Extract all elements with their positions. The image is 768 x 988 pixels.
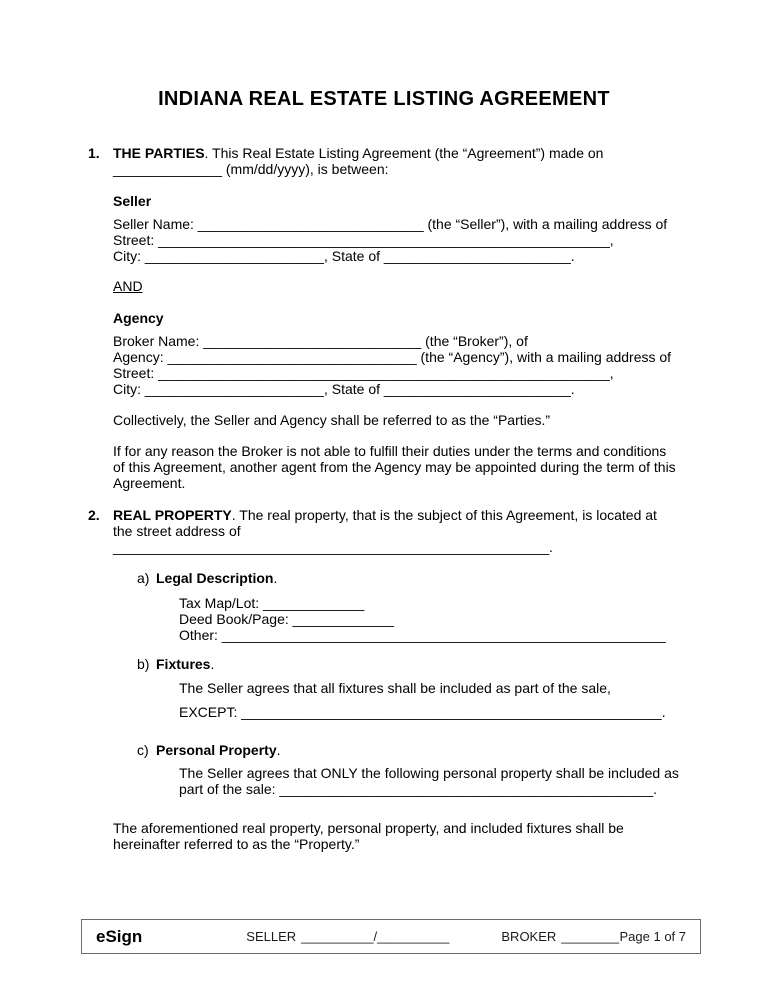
- document-title: INDIANA REAL ESTATE LISTING AGREEMENT: [158, 88, 610, 110]
- footer-seller-label: SELLER: [246, 929, 297, 944]
- seller-heading: Seller: [113, 193, 152, 209]
- personal-property-heading-line: [156, 742, 680, 758]
- personal-property-period: .: [276, 742, 281, 758]
- seller-city-line: City: _______________________, State of ________________________.: [113, 248, 575, 264]
- legal-description-body: [179, 595, 680, 643]
- legal-description-heading-line: [156, 570, 680, 586]
- esign-logo: eSign: [96, 927, 143, 946]
- agency-city-line: City: _______________________, State of ________________________.: [113, 381, 575, 397]
- footer-broker-initials: [501, 929, 619, 944]
- section-2-number: 2.: [88, 507, 100, 523]
- fixtures-text: The Seller agrees that all fixtures shall be included as part of the sale,: [179, 680, 611, 696]
- and-connector-block: [113, 278, 680, 294]
- personal-property-letter: c): [137, 742, 149, 758]
- and-connector: AND: [113, 278, 143, 294]
- footer-page-number: Page 1 of 7: [619, 929, 686, 944]
- fixtures-heading-row: [137, 656, 680, 672]
- section-1-intro: [113, 145, 680, 177]
- fixtures-except-line: EXCEPT: ______________________________________________________.: [179, 704, 666, 720]
- collective-note: Collectively, the Seller and Agency shall be referred to as the “Parties.”: [113, 412, 551, 428]
- agency-name-line: Agency: ________________________________ (the “Agency”), with a mailing address of: [113, 349, 672, 365]
- section-2-heading: REAL PROPERTY: [113, 507, 232, 523]
- closing-note-block: [113, 820, 680, 852]
- fixtures-heading: Fixtures: [156, 656, 211, 672]
- section-2-real-property: [88, 507, 680, 555]
- agency-heading: Agency: [113, 310, 164, 326]
- personal-property-heading: Personal Property: [156, 742, 277, 758]
- section-1-number: 1.: [88, 145, 100, 161]
- fixtures-letter: b): [137, 656, 150, 672]
- personal-property-heading-row: [137, 742, 680, 758]
- broker-name-line: Broker Name: ____________________________ (the “Broker”), of: [113, 333, 528, 349]
- other-line: Other: _________________________________________________________: [179, 627, 666, 643]
- legal-description-heading-row: [137, 570, 680, 586]
- fixtures-body: [179, 680, 680, 720]
- tax-map-lot-line: Tax Map/Lot: _____________: [179, 595, 365, 611]
- seller-street-line: Street: __________________________________________________________,: [113, 232, 614, 248]
- footer-seller-blank: __________/__________: [301, 929, 450, 944]
- section-1-intro-text: . This Real Estate Listing Agreement (the “Agreement”) made on ______________ (mm/dd/yyyy), is between:: [113, 145, 604, 177]
- legal-description-period: .: [273, 570, 278, 586]
- section-1-the-parties: [88, 145, 680, 177]
- footer-broker-blank: ________: [561, 929, 620, 944]
- seller-name-line: Seller Name: _____________________________ (the “Seller”), with a mailing address of: [113, 216, 668, 232]
- agency-street-line: Street: __________________________________________________________,: [113, 365, 614, 381]
- agency-block: [113, 310, 680, 397]
- legal-description-letter: a): [137, 570, 150, 586]
- section-2-intro-text: . The real property, that is the subject of this Agreement, is located at the street address of ________________________________________________________.: [113, 507, 657, 555]
- closing-note: The aforementioned real property, personal property, and included fixtures shall be hereinafter referred to as the “Property.”: [113, 820, 624, 852]
- substitution-note: If for any reason the Broker is not able to fulfill their duties under the terms and conditions of this Agreement, another agent from the Agency may be appointed during the term of this Agreement.: [113, 443, 676, 491]
- fixtures-period: .: [210, 656, 215, 672]
- page-footer: [81, 919, 701, 954]
- fixtures-heading-line: [156, 656, 680, 672]
- personal-property-body: [179, 765, 680, 797]
- personal-property-text: The Seller agrees that ONLY the following personal property shall be included as part of the sale: ________________________________________________.: [179, 765, 679, 797]
- legal-description-heading: Legal Description: [156, 570, 274, 586]
- substitution-note-block: [113, 443, 680, 491]
- footer-broker-label: BROKER: [501, 929, 557, 944]
- seller-block: [113, 193, 680, 264]
- collective-note-block: [113, 412, 680, 428]
- section-2-intro: [113, 507, 680, 555]
- section-1-heading: THE PARTIES: [113, 145, 205, 161]
- footer-seller-initials: [246, 929, 449, 944]
- deed-book-page-line: Deed Book/Page: _____________: [179, 611, 394, 627]
